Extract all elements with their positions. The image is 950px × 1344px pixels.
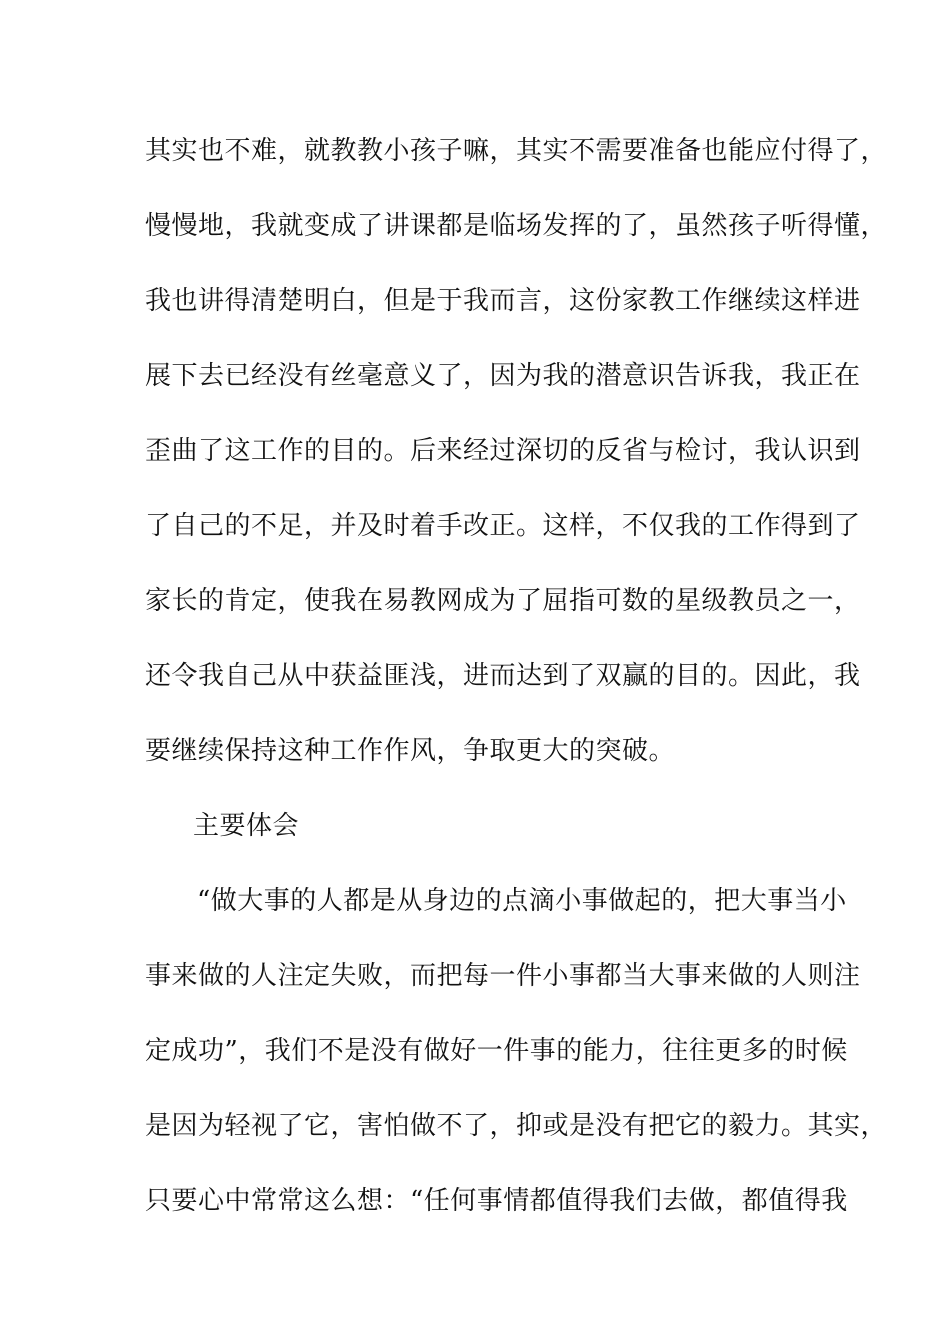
text-line: 了自己的不足，并及时着手改正。这样，不仅我的工作得到了 — [145, 511, 861, 541]
text-line: 要继续保持这种工作作风，争取更大的突破。 — [145, 736, 676, 766]
text-line: 我也讲得清楚明白，但是于我而言，这份家教工作继续这样进 — [145, 286, 861, 316]
body-text — [145, 128, 888, 1253]
text-line: 定成功”，我们不是没有做好一件事的能力，往往更多的时候 — [145, 1036, 848, 1066]
text-line: 其实也不难，就教教小孩子嘛，其实不需要准备也能应付得了， — [145, 136, 888, 166]
text-line: 只要心中常常这么想：“任何事情都值得我们去做，都值得我 — [145, 1186, 848, 1216]
text-line: 事来做的人注定失败，而把每一件小事都当大事来做的人则注 — [145, 961, 861, 991]
text-line: “做大事的人都是从身边的点滴小事做起的，把大事当小 — [197, 886, 847, 916]
text-line: 是因为轻视了它，害怕做不了，抑或是没有把它的毅力。其实， — [145, 1111, 888, 1141]
text-line: 歪曲了这工作的目的。后来经过深切的反省与检讨，我认识到 — [145, 436, 861, 466]
text-line: 展下去已经没有丝毫意义了，因为我的潜意识告诉我，我正在 — [145, 361, 861, 391]
text-line: 家长的肯定，使我在易教网成为了屈指可数的星级教员之一， — [145, 586, 861, 616]
text-line: 慢慢地，我就变成了讲课都是临场发挥的了，虽然孩子听得懂， — [145, 211, 888, 241]
text-line: 还令我自己从中获益匪浅，进而达到了双赢的目的。因此，我 — [145, 661, 861, 691]
section-heading: 主要体会 — [193, 811, 300, 841]
